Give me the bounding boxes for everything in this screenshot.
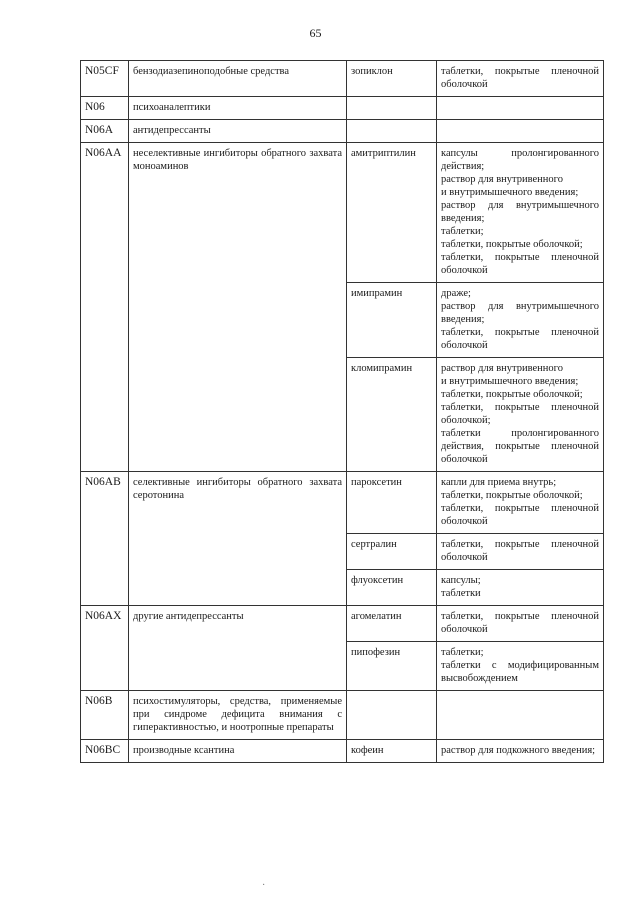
dosage-form-line: таблетки с модифицированным высвобождением (441, 660, 599, 684)
dosage-forms-cell (437, 283, 604, 358)
drug-name-cell: кломипрамин (347, 358, 437, 472)
dosage-forms-cell (437, 472, 604, 534)
drug-name-cell: амитриптилин (347, 143, 437, 283)
dosage-forms-cell (437, 691, 604, 740)
dosage-form-line: таблетки пролонгированного действия, покрытые пленочной оболочкой (441, 428, 599, 465)
table-row (81, 120, 604, 143)
table-row (81, 472, 604, 534)
dosage-form-line: таблетки, покрытые пленочной оболочкой; (441, 402, 599, 426)
table-row (81, 143, 604, 283)
anatomical-group-cell: психостимуляторы, средства, применяемые при синдроме дефицита внимания с гиперактивностью, и ноотропные препараты (129, 691, 347, 740)
anatomical-group-cell: психоаналептики (129, 97, 347, 120)
dosage-form-line: таблетки; (441, 226, 484, 237)
drug-name-cell: флуоксетин (347, 570, 437, 606)
dosage-form-line: таблетки, покрытые оболочкой; (441, 389, 583, 400)
anatomical-group-cell: бензодиазепиноподобные средства (129, 61, 347, 97)
dosage-forms-cell (437, 120, 604, 143)
dosage-form-line: раствор для внутривенного (441, 174, 563, 185)
atc-code-cell: N06B (81, 691, 129, 740)
dosage-form-line: капсулы пролонгированного действия; (441, 148, 599, 172)
dosage-form-line: таблетки, покрытые пленочной оболочкой (441, 503, 599, 527)
dosage-forms-cell (437, 740, 604, 763)
atc-code-cell: N06 (81, 97, 129, 120)
dosage-form-line: капсулы; (441, 575, 481, 586)
table-row (81, 740, 604, 763)
dosage-form-line: раствор для внутривенного (441, 363, 563, 374)
atc-code-cell: N06AA (81, 143, 129, 472)
dosage-form-line: таблетки, покрытые пленочной оболочкой (441, 66, 599, 90)
dosage-form-line: таблетки; (441, 647, 484, 658)
dosage-form-line: таблетки, покрытые пленочной оболочкой (441, 611, 599, 635)
drug-name-cell: кофеин (347, 740, 437, 763)
dosage-form-line: раствор для внутримышечного введения; (441, 301, 599, 325)
dosage-forms-cell (437, 358, 604, 472)
dosage-form-line: раствор для подкожного введения; (441, 745, 596, 756)
anatomical-group-cell: антидепрессанты (129, 120, 347, 143)
drug-name-cell: агомелатин (347, 606, 437, 642)
anatomical-group-cell: другие антидепрессанты (129, 606, 347, 691)
drug-name-cell: пипофезин (347, 642, 437, 691)
table-row (81, 61, 604, 97)
dosage-form-line: таблетки, покрытые пленочной оболочкой (441, 539, 599, 563)
dosage-form-line: драже; (441, 288, 471, 299)
drug-name-cell (347, 97, 437, 120)
dosage-forms-cell (437, 97, 604, 120)
dosage-form-line: и внутримышечного введения; (441, 376, 579, 387)
dosage-form-line: таблетки, покрытые оболочкой; (441, 490, 583, 501)
anatomical-group-cell: неселективные ингибиторы обратного захвата моноаминов (129, 143, 347, 472)
drug-name-cell (347, 120, 437, 143)
dosage-forms-cell (437, 534, 604, 570)
anatomical-group-cell: производные ксантина (129, 740, 347, 763)
atc-code-cell: N05CF (81, 61, 129, 97)
dosage-forms-cell (437, 570, 604, 606)
dosage-form-line: таблетки (441, 588, 481, 599)
dosage-form-line: таблетки, покрытые пленочной оболочкой (441, 327, 599, 351)
drug-name-cell: пароксетин (347, 472, 437, 534)
atc-code-cell: N06AB (81, 472, 129, 606)
dosage-forms-cell (437, 143, 604, 283)
table-body (81, 61, 604, 763)
drug-name-cell: зопиклон (347, 61, 437, 97)
dosage-form-line: раствор для внутримышечного введения; (441, 200, 599, 224)
page-number: 65 (309, 26, 322, 40)
dosage-forms-cell (437, 606, 604, 642)
scan-speck: · (262, 880, 266, 891)
dosage-form-line: капли для приема внутрь; (441, 477, 557, 488)
atc-code-cell: N06AX (81, 606, 129, 691)
anatomical-group-cell: селективные ингибиторы обратного захвата серотонина (129, 472, 347, 606)
dosage-forms-cell (437, 642, 604, 691)
drug-name-cell: сертралин (347, 534, 437, 570)
dosage-forms-cell (437, 61, 604, 97)
table-row (81, 691, 604, 740)
drug-classification-table (80, 60, 604, 763)
table-row (81, 606, 604, 642)
dosage-form-line: таблетки, покрытые оболочкой; (441, 239, 583, 250)
dosage-form-line: таблетки, покрытые пленочной оболочкой (441, 252, 599, 276)
table-row (81, 97, 604, 120)
dosage-form-line: и внутримышечного введения; (441, 187, 579, 198)
drug-name-cell (347, 691, 437, 740)
atc-code-cell: N06BC (81, 740, 129, 763)
drug-name-cell: имипрамин (347, 283, 437, 358)
atc-code-cell: N06A (81, 120, 129, 143)
